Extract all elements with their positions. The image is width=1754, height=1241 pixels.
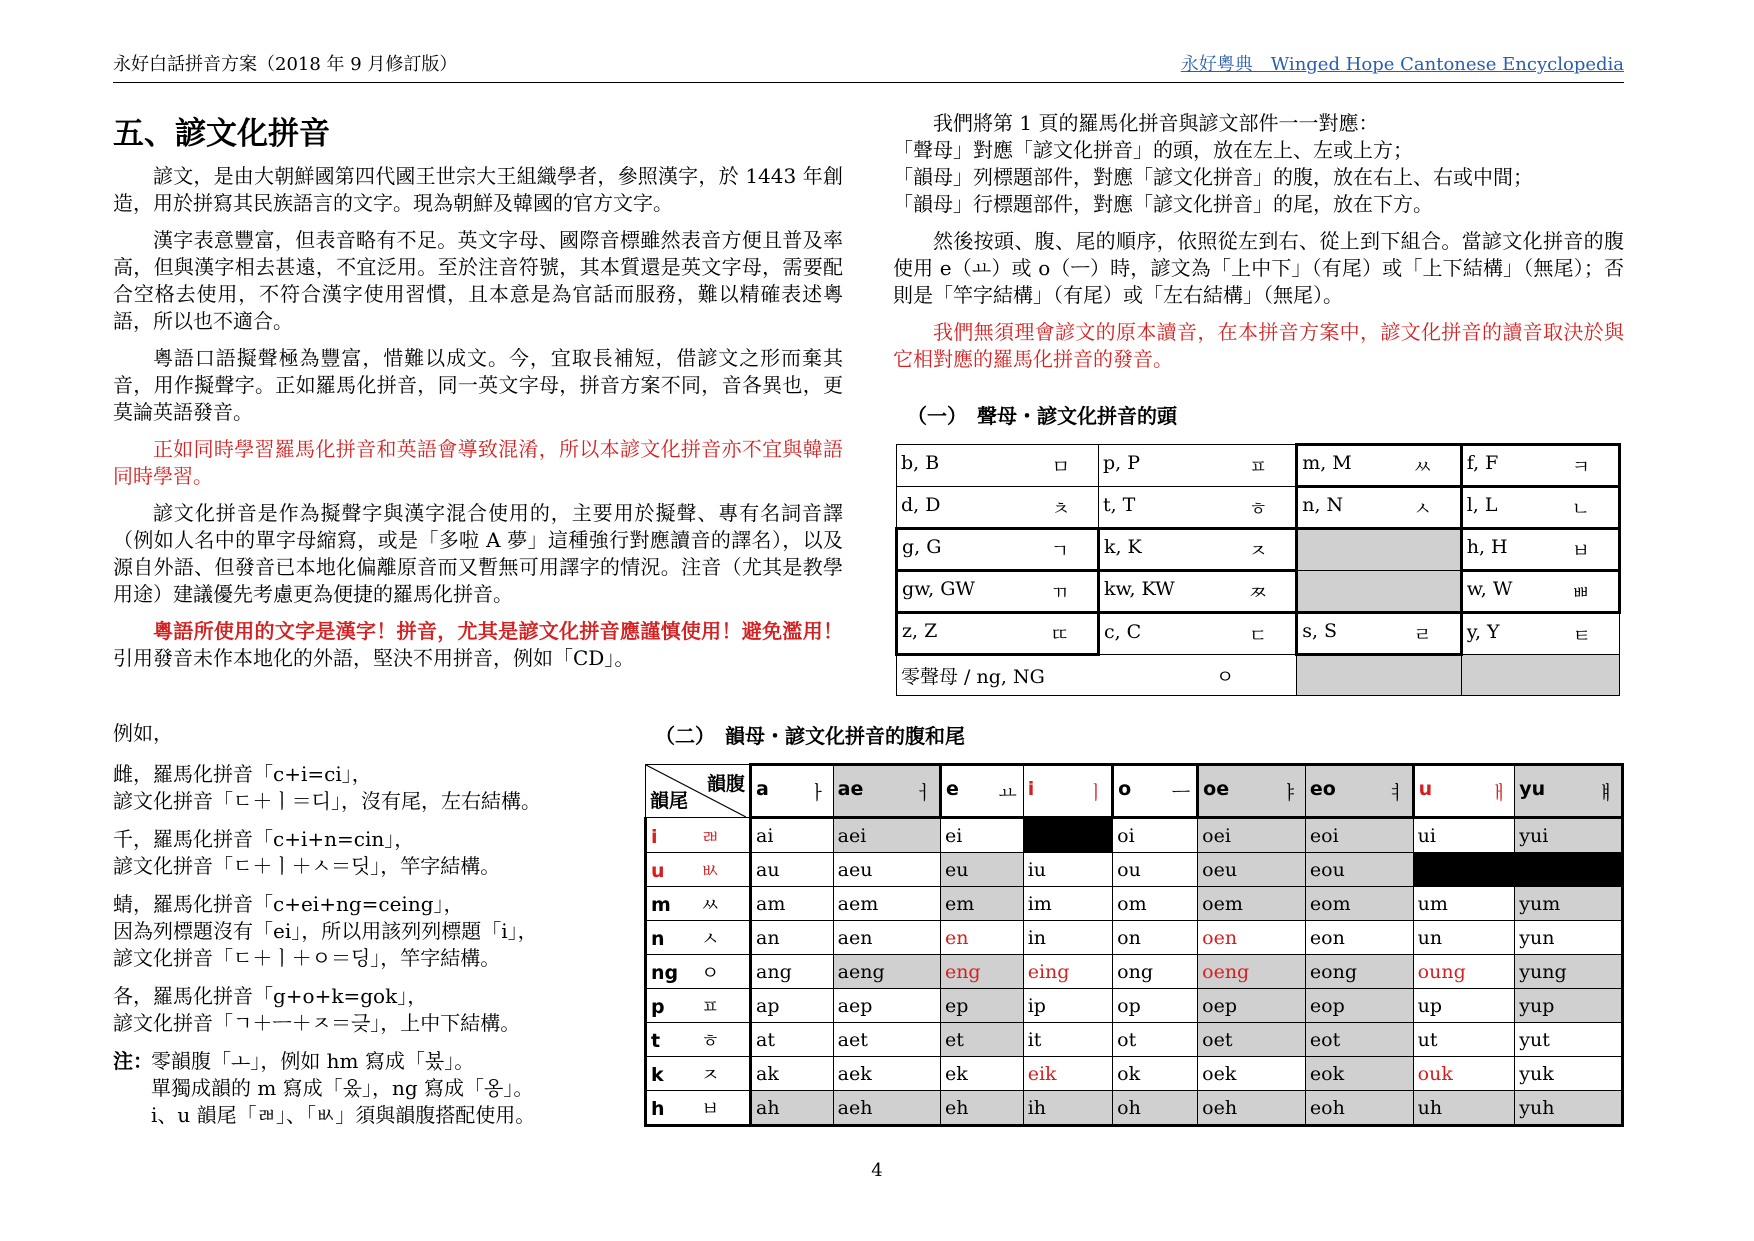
final-cell xyxy=(1023,818,1112,853)
table2-title: （二） 韻母・諺文化拼音的腹和尾 xyxy=(655,724,965,748)
final-cell: ap xyxy=(751,989,834,1023)
hangul-vowel: ㅒ xyxy=(1596,781,1615,804)
hangul-initial: ㄱ xyxy=(1050,540,1069,562)
roman-initial: s, S xyxy=(1302,620,1338,642)
final-cell: ek xyxy=(940,1057,1023,1091)
hangul-coda: ㅂ xyxy=(701,1098,720,1120)
hangul-vowel: ㅕ xyxy=(1387,781,1406,804)
intro-line: 「韻母」行標題部件，對應「諺文化拼音」的尾，放在下方。 xyxy=(893,192,1433,216)
final-cell: oek xyxy=(1198,1057,1306,1091)
final-cell: au xyxy=(751,853,834,887)
table-cell xyxy=(1297,529,1462,571)
final-cell: aei xyxy=(833,818,940,853)
table-row xyxy=(897,529,1620,571)
roman-initial: p, P xyxy=(1102,452,1140,474)
roman-vowel: o xyxy=(1118,777,1132,800)
final-cell: ei xyxy=(940,818,1023,853)
roman-initial: g, G xyxy=(902,536,942,558)
final-cell: eu xyxy=(940,853,1023,887)
roman-coda: n xyxy=(651,928,665,950)
final-cell: yut xyxy=(1515,1023,1623,1057)
coda-header xyxy=(646,853,751,887)
final-cell: yuh xyxy=(1515,1091,1623,1126)
table-row xyxy=(897,445,1620,487)
hangul-initial: ㅇ xyxy=(1215,666,1235,688)
paragraph: 諺文化拼音是作為擬聲字與漢字混合使用的，主要用於擬聲、專有名詞音譯（例如人名中的單字母縮寫，或是「多啦 A 夢」這種強行對應讀音的譯名），以及源自外語、但發音已本地化偏離原音而又暫無可用譯字的情況。注音（尤其是教學用途）建議優先考慮更為便捷的羅馬化拼音。 xyxy=(113,501,843,606)
final-cell: eik xyxy=(1023,1057,1112,1091)
roman-initial: t, T xyxy=(1102,493,1136,516)
paragraph: 然後按頭、腹、尾的順序，依照從左到右、從上到下組合。當諺文化拼音的腹使用 e（ㅛ）或 o（ㅡ）時，諺文為「上中下」（有尾）或「上下結構」（無尾）；否則是「竿字結構」（有尾）或「左右結構」（無尾）。 xyxy=(893,229,1624,307)
final-cell: im xyxy=(1023,887,1112,921)
roman-initial: gw, GW xyxy=(902,578,975,600)
final-cell: eok xyxy=(1305,1057,1413,1091)
final-cell: eh xyxy=(940,1091,1023,1126)
table-cell xyxy=(1297,487,1462,529)
coda-header xyxy=(646,818,751,853)
roman-coda: ng xyxy=(651,962,679,984)
roman-initial: y, Y xyxy=(1466,620,1500,643)
roman-coda: h xyxy=(651,1098,665,1120)
final-cell: ut xyxy=(1413,1023,1515,1057)
vowel-header xyxy=(833,765,940,818)
vowel-header xyxy=(940,765,1023,818)
roman-initial: l, L xyxy=(1466,494,1498,516)
final-cell: eing xyxy=(1023,955,1112,989)
final-cell: iu xyxy=(1023,853,1112,887)
final-cell: aep xyxy=(833,989,940,1023)
table-cell xyxy=(897,529,1099,571)
paragraph: 諺文，是由大朝鮮國第四代國王世宗大王組織學者，參照漢字，於 1443 年創造，用於拼寫其民族語言的文字。現為朝鮮及韓國的官方文字。 xyxy=(113,164,843,215)
vowel-header xyxy=(1023,765,1112,818)
roman-initial: f, F xyxy=(1466,452,1499,474)
final-cell: eop xyxy=(1305,989,1413,1023)
table-row xyxy=(646,1023,1623,1057)
table-row xyxy=(646,1057,1623,1091)
final-cell: oeu xyxy=(1198,853,1306,887)
note-line: 零韻腹「ㅗ」，例如 hm 寫成「봈」。 xyxy=(151,1049,475,1073)
examples-intro: 例如， xyxy=(113,721,173,745)
final-cell: uh xyxy=(1413,1091,1515,1126)
table-row xyxy=(897,571,1620,613)
final-cell: ok xyxy=(1113,1057,1198,1091)
roman-initial: d, D xyxy=(901,493,941,516)
hangul-initial: ㄲ xyxy=(1050,582,1069,604)
paragraph: 粵語口語擬聲極為豐富，惜難以成文。今，宜取長補短，借諺文之形而棄其音，用作擬聲字。正如羅馬化拼音，同一英文字母，拼音方案不同，音各異也，更莫論英語發音。 xyxy=(113,346,843,424)
final-cell: ui xyxy=(1413,818,1515,853)
coda-header xyxy=(646,955,751,989)
roman-initial: c, C xyxy=(1103,620,1142,643)
hangul-coda: ㅄ xyxy=(701,860,720,882)
coda-header xyxy=(646,1091,751,1126)
roman-coda: i xyxy=(651,825,658,848)
hangul-initial: ㅉ xyxy=(1248,582,1268,604)
final-cell: oeh xyxy=(1198,1091,1306,1126)
vowel-header xyxy=(1113,765,1198,818)
roman-initial: 零聲母 / ng, NG xyxy=(901,666,1045,688)
roman-initial: m, M xyxy=(1302,452,1352,474)
example-item xyxy=(113,891,613,972)
final-cell: oet xyxy=(1198,1023,1306,1057)
final-cell: it xyxy=(1023,1023,1112,1057)
hangul-vowel: ㅐ xyxy=(1489,781,1509,804)
table-cell xyxy=(1098,529,1296,571)
table-cell xyxy=(1297,655,1462,696)
hangul-vowel: ㅓ xyxy=(914,781,933,804)
table-row xyxy=(646,955,1623,989)
initials-table xyxy=(895,443,1621,696)
table-row xyxy=(646,818,1623,853)
final-cell: oh xyxy=(1113,1091,1198,1126)
final-cell: yung xyxy=(1515,955,1623,989)
emphasis-paragraph xyxy=(113,618,843,672)
hangul-initial: ㅆ xyxy=(1413,456,1432,478)
final-cell: yup xyxy=(1515,989,1623,1023)
hangul-coda: ㅍ xyxy=(701,996,720,1018)
example-line: 諺文化拼音「ㄱ＋ㅡ＋ㅈ＝긎」，上中下結構。 xyxy=(113,1011,521,1035)
final-cell: eong xyxy=(1305,955,1413,989)
hangul-coda: ㄼ xyxy=(701,825,720,848)
example-line: 千，羅馬化拼音「c+i+n=cin」， xyxy=(113,827,415,851)
table1-title: （一） 聲母・諺文化拼音的頭 xyxy=(907,404,1177,428)
example-line: 因為列標題沒有「ei」，所以用該列列標題「i」， xyxy=(113,919,538,943)
table-cell xyxy=(1098,571,1296,613)
table-cell xyxy=(1098,445,1296,487)
roman-vowel: e xyxy=(945,777,959,800)
roman-vowel: i xyxy=(1027,777,1035,800)
final-cell: eon xyxy=(1305,921,1413,955)
roman-coda: u xyxy=(651,860,665,882)
final-cell xyxy=(1515,853,1623,887)
table-cell xyxy=(1461,571,1619,613)
example-line: 蜻，羅馬化拼音「c+ei+ng=ceing」， xyxy=(113,892,464,916)
hangul-initial: ㅅ xyxy=(1413,498,1432,520)
hangul-coda: ㅎ xyxy=(701,1030,720,1052)
table-row xyxy=(897,655,1620,696)
final-cell: aeng xyxy=(833,955,940,989)
final-cell: on xyxy=(1113,921,1198,955)
intro-line: 我們將第 1 頁的羅馬化拼音與諺文部件一一對應： xyxy=(933,111,1379,135)
hangul-initial: ㅂ xyxy=(1571,540,1590,562)
vowel-header xyxy=(1198,765,1306,818)
right-column xyxy=(893,110,1624,383)
table-row xyxy=(897,487,1620,529)
table-header-row xyxy=(646,765,1623,818)
hangul-initial: ㅎ xyxy=(1248,497,1268,520)
coda-header xyxy=(646,921,751,955)
final-cell: yui xyxy=(1515,818,1623,853)
vowel-header xyxy=(1515,765,1623,818)
header-divider xyxy=(113,82,1624,83)
example-line: 諺文化拼音「ㄷ＋ㅣ＋ㅇ＝딩」，竿字結構。 xyxy=(113,946,501,970)
roman-vowel: a xyxy=(756,777,769,800)
example-line: 各，羅馬化拼音「g+o+k=gok」， xyxy=(113,984,428,1008)
final-cell: ak xyxy=(751,1057,834,1091)
table-cell xyxy=(897,655,1297,696)
final-cell: aek xyxy=(833,1057,940,1091)
final-cell: am xyxy=(751,887,834,921)
roman-vowel: ae xyxy=(837,777,864,800)
page-number: 4 xyxy=(871,1160,883,1181)
roman-initial: n, N xyxy=(1302,494,1344,516)
final-cell: ot xyxy=(1113,1023,1198,1057)
final-cell: aem xyxy=(833,887,940,921)
final-cell: oen xyxy=(1198,921,1306,955)
final-cell: un xyxy=(1413,921,1515,955)
hangul-vowel: ㅡ xyxy=(1171,781,1191,804)
hangul-vowel: ㅏ xyxy=(808,781,827,804)
final-cell: oi xyxy=(1113,818,1198,853)
roman-initial: k, K xyxy=(1103,536,1142,558)
intro-line: 「聲母」對應「諺文化拼音」的頭，放在左上、左或上方； xyxy=(893,138,1413,162)
coda-header xyxy=(646,887,751,921)
hangul-initial: ㅊ xyxy=(1051,497,1070,520)
final-cell: eoh xyxy=(1305,1091,1413,1126)
hangul-initial: ㄸ xyxy=(1050,624,1069,646)
example-line: 雌，羅馬化拼音「c+i=ci」， xyxy=(113,762,372,786)
final-cell: eou xyxy=(1305,853,1413,887)
table-cell xyxy=(1461,529,1619,571)
final-cell: oem xyxy=(1198,887,1306,921)
note-line: 單獨成韻的 m 寫成「옸」，ng 寫成「옹」。 xyxy=(151,1076,534,1100)
hangul-initial: ㅃ xyxy=(1571,582,1590,604)
final-cell: oei xyxy=(1198,818,1306,853)
final-cell: oeng xyxy=(1198,955,1306,989)
left-column xyxy=(113,163,843,682)
hangul-initial: ㄴ xyxy=(1571,498,1590,520)
final-cell: em xyxy=(940,887,1023,921)
roman-vowel: eo xyxy=(1309,777,1336,800)
final-cell: yuk xyxy=(1515,1057,1623,1091)
hangul-initial: ㅋ xyxy=(1571,456,1590,478)
example-item xyxy=(113,761,613,815)
hangul-initial: ㅍ xyxy=(1248,456,1268,478)
final-cell: eoi xyxy=(1305,818,1413,853)
table-cell xyxy=(897,487,1099,529)
intro-line: 「韻母」列標題部件，對應「諺文化拼音」的腹，放在右上、右或中間； xyxy=(893,165,1533,189)
final-cell: en xyxy=(940,921,1023,955)
hangul-coda: ㅅ xyxy=(701,928,720,950)
paragraph: 漢字表意豐富，但表音略有不足。英文字母、國際音標雖然表音方便且普及率高，但與漢字相去甚遠，不宜泛用。至於注音符號，其本質還是英文字母，需要配合空格去使用，不符合漢字使用習慣，且本意是為官話而服務，難以精確表述粵語，所以也不適合。 xyxy=(113,228,843,333)
roman-initial: kw, KW xyxy=(1103,578,1175,600)
table-row xyxy=(897,613,1620,655)
final-cell: ah xyxy=(751,1091,834,1126)
final-cell: et xyxy=(940,1023,1023,1057)
finals-table xyxy=(644,763,1624,1127)
table-cell xyxy=(897,445,1099,487)
table-cell xyxy=(1098,613,1296,655)
roman-vowel: oe xyxy=(1203,777,1230,800)
hangul-initial: ㅁ xyxy=(1051,456,1070,478)
final-cell: at xyxy=(751,1023,834,1057)
section-title: 五、諺文化拼音 xyxy=(113,116,330,152)
paragraph-tail: 引用發音未作本地化的外語，堅決不用拼音，例如「CD」。 xyxy=(113,646,635,670)
examples-block xyxy=(113,720,613,1140)
final-cell: eom xyxy=(1305,887,1413,921)
roman-initial: z, Z xyxy=(902,620,938,642)
table-cell xyxy=(1461,655,1619,696)
table-corner xyxy=(646,765,751,818)
final-cell: ep xyxy=(940,989,1023,1023)
hangul-initial: ㅈ xyxy=(1248,540,1268,562)
table-row xyxy=(646,1091,1623,1126)
table-row xyxy=(646,921,1623,955)
table-cell xyxy=(1297,445,1462,487)
final-cell: eot xyxy=(1305,1023,1413,1057)
final-cell: aeh xyxy=(833,1091,940,1126)
roman-initial: b, B xyxy=(901,452,940,474)
roman-coda: k xyxy=(651,1064,664,1086)
coda-header xyxy=(646,989,751,1023)
final-cell: ih xyxy=(1023,1091,1112,1126)
final-cell: ouk xyxy=(1413,1057,1515,1091)
vowel-header xyxy=(1413,765,1515,818)
hangul-initial: ㄷ xyxy=(1248,624,1268,647)
example-item xyxy=(113,826,613,880)
table-cell xyxy=(1297,613,1462,655)
table-cell xyxy=(897,571,1099,613)
table-cell xyxy=(1461,487,1619,529)
corner-bottom-label: 韻尾 xyxy=(650,790,689,812)
final-cell: oep xyxy=(1198,989,1306,1023)
table-row xyxy=(646,853,1623,887)
hangul-vowel: ㅛ xyxy=(998,781,1017,804)
final-cell: oung xyxy=(1413,955,1515,989)
hangul-vowel: ㅣ xyxy=(1086,781,1106,804)
roman-vowel: yu xyxy=(1519,777,1546,800)
table-cell xyxy=(1461,445,1619,487)
final-cell: in xyxy=(1023,921,1112,955)
header-title: 永好白話拼音方案（2018 年 9 月修訂版） xyxy=(113,54,458,75)
hangul-initial: ㅌ xyxy=(1572,624,1591,647)
table-row xyxy=(646,989,1623,1023)
vowel-header xyxy=(1305,765,1413,818)
example-line: 諺文化拼音「ㄷ＋ㅣ＝디」，沒有尾，左右結構。 xyxy=(113,789,541,813)
table-cell xyxy=(1461,613,1619,655)
emphasis-text: 粵語所使用的文字是漢字！拼音，尤其是諺文化拼音應謹慎使用！避免濫用！ xyxy=(153,619,843,643)
final-cell: ou xyxy=(1113,853,1198,887)
roman-initial: h, H xyxy=(1466,536,1508,558)
final-cell: eng xyxy=(940,955,1023,989)
coda-header xyxy=(646,1057,751,1091)
final-cell: um xyxy=(1413,887,1515,921)
hangul-coda: ㅇ xyxy=(701,962,720,984)
final-cell: ang xyxy=(751,955,834,989)
warning-paragraph: 正如同時學習羅馬化拼音和英語會導致混淆，所以本諺文化拼音亦不宜與韓語同時學習。 xyxy=(113,437,843,488)
final-cell: up xyxy=(1413,989,1515,1023)
final-cell: aen xyxy=(833,921,940,955)
hangul-coda: ㅈ xyxy=(701,1064,720,1086)
table-cell xyxy=(1297,571,1462,613)
roman-coda: t xyxy=(651,1030,661,1052)
roman-coda: m xyxy=(651,894,671,916)
table-cell xyxy=(897,613,1099,655)
final-cell: yum xyxy=(1515,887,1623,921)
table-row xyxy=(646,887,1623,921)
final-cell: om xyxy=(1113,887,1198,921)
example-item xyxy=(113,983,613,1037)
example-line: 諺文化拼音「ㄷ＋ㅣ＋ㅅ＝딧」，竿字結構。 xyxy=(113,854,501,878)
table-cell xyxy=(1098,487,1296,529)
note-block xyxy=(113,1048,613,1129)
final-cell: an xyxy=(751,921,834,955)
hangul-vowel: ㅑ xyxy=(1280,781,1299,804)
note-line: i、u 韻尾「ㄼ」、「ㅄ」須與韻腹搭配使用。 xyxy=(151,1103,536,1127)
final-cell: aeu xyxy=(833,853,940,887)
final-cell: aet xyxy=(833,1023,940,1057)
final-cell: ong xyxy=(1113,955,1198,989)
final-cell: ai xyxy=(751,818,834,853)
roman-coda: p xyxy=(651,996,665,1018)
roman-initial: w, W xyxy=(1466,578,1513,600)
roman-vowel: u xyxy=(1418,777,1433,800)
final-cell: ip xyxy=(1023,989,1112,1023)
hangul-coda: ㅆ xyxy=(701,894,720,916)
hangul-initial: ㄹ xyxy=(1413,624,1432,646)
note-label: 注： xyxy=(113,1049,153,1073)
final-cell: yun xyxy=(1515,921,1623,955)
coda-header xyxy=(646,1023,751,1057)
vowel-header xyxy=(751,765,834,818)
header-link[interactable]: 永好粵典 Winged Hope Cantonese Encyclopedia xyxy=(1180,54,1624,75)
warning-paragraph: 我們無須理會諺文的原本讀音，在本拼音方案中，諺文化拼音的讀音取決於與它相對應的羅馬化拼音的發音。 xyxy=(893,320,1624,371)
final-cell: op xyxy=(1113,989,1198,1023)
corner-top-label: 韻腹 xyxy=(706,773,745,795)
final-cell xyxy=(1413,853,1515,887)
